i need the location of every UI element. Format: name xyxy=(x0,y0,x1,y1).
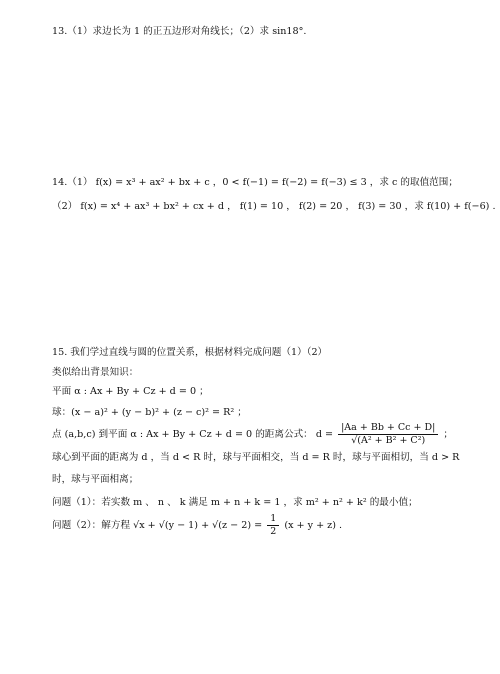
problem2-denominator: 2 xyxy=(270,526,277,537)
q15-relation2: 时，球与平面相离； xyxy=(52,474,139,485)
q15-problem2 xyxy=(52,513,342,538)
distance-numerator: |Aa + Bb + Cc + D| xyxy=(338,422,438,435)
q14-part2: （2） f(x) = x⁴ + ax³ + bx² + cx + d ， f(1) = 10 ， f(2) = 20 ， f(3) = 30 ，求 f(10) + f(−6) . xyxy=(52,201,496,212)
q15-sphere: 球：(x − a)² + (y − b)² + (z − c)² = R² ； xyxy=(52,407,247,418)
q15-intro: 15. 我们学过直线与圆的位置关系，根据材料完成问题（1）（2） xyxy=(52,347,328,358)
q15-distance-formula xyxy=(52,422,453,447)
problem2-fraction xyxy=(267,513,279,538)
distance-suffix: ； xyxy=(443,429,453,440)
distance-fraction xyxy=(338,422,438,447)
q15-plane: 平面 α : Ax + By + Cz + d = 0 ； xyxy=(52,386,209,397)
distance-prefix: 点 (a,b,c) 到平面 α : Ax + By + Cz + d = 0 的距离公式： d = xyxy=(52,429,334,440)
problem2-numerator: 1 xyxy=(267,513,279,526)
problem2-suffix: (x + y + z) . xyxy=(284,520,343,531)
q14-part1: 14.（1） f(x) = x³ + ax² + bx + c ，0 < f(−1) = f(−2) = f(−3) ≤ 3 ，求 c 的取值范围； xyxy=(52,177,458,188)
q15-background: 类似给出背景知识： xyxy=(52,367,139,378)
problem2-prefix: 问题（2）：解方程 √x + √(y − 1) + √(z − 2) = xyxy=(52,520,263,531)
q13-text: 13.（1）求边长为 1 的正五边形对角线长；（2）求 sin18°. xyxy=(52,26,307,37)
q15-relation1: 球心到平面的距离为 d ，当 d < R 时，球与平面相交，当 d = R 时，球与平面相切，当 d > R xyxy=(52,452,460,463)
q15-problem1: 问题（1）：若实数 m 、 n 、 k 满足 m + n + k = 1 ，求 m² + n² + k² 的最小值； xyxy=(52,497,418,508)
distance-denominator: √(A² + B² + C²) xyxy=(351,435,426,446)
